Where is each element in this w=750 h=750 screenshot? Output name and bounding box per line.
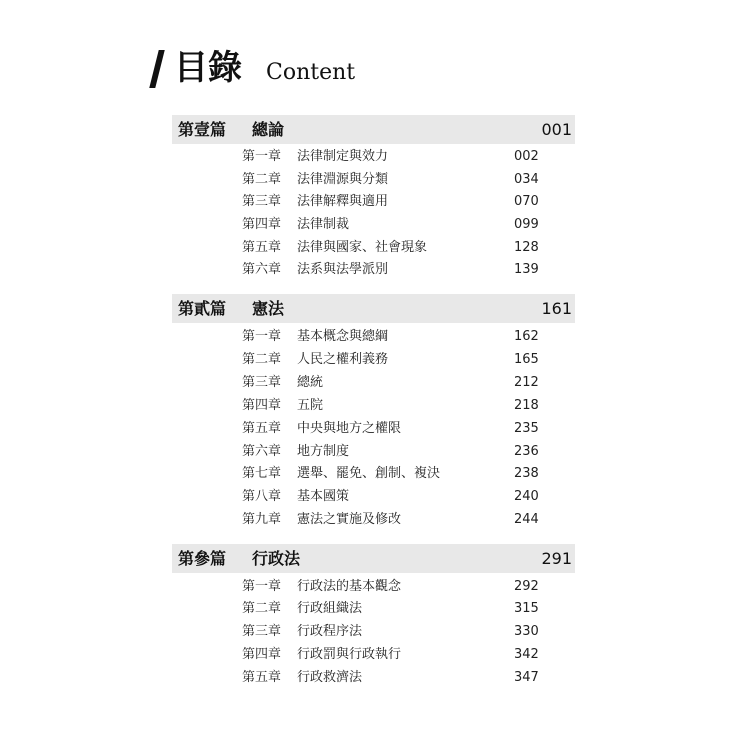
chapter-title: 法律淵源與分類 — [297, 172, 389, 187]
chapter-title: 行政救濟法 — [297, 670, 363, 685]
chapter-number: 第一章 — [242, 329, 282, 344]
part-page-number: 161 — [541, 299, 572, 318]
chapter-title: 法律制定與效力 — [297, 149, 389, 164]
chapter-number: 第九章 — [242, 512, 282, 527]
chapter-number: 第五章 — [242, 421, 282, 436]
part-name: 總論 — [252, 120, 285, 139]
chapter-page-number: 240 — [514, 489, 539, 504]
chapter-title: 中央與地方之權限 — [297, 421, 402, 436]
chapter-row[interactable] — [0, 598, 750, 620]
chapter-number: 第五章 — [242, 240, 282, 255]
part-page-number: 291 — [541, 549, 572, 568]
part-label: 第壹篇 — [178, 120, 227, 139]
chapter-title: 行政法的基本觀念 — [297, 579, 402, 594]
chapter-page-number: 212 — [514, 375, 539, 390]
chapter-row[interactable] — [0, 395, 750, 417]
part-label: 第貳篇 — [178, 299, 227, 318]
chapter-title: 人民之權利義務 — [297, 352, 389, 367]
chapter-number: 第五章 — [242, 670, 282, 685]
chapter-page-number: 099 — [514, 217, 539, 232]
chapter-number: 第一章 — [242, 579, 282, 594]
chapter-page-number: 128 — [514, 240, 539, 255]
chapter-title: 地方制度 — [297, 444, 350, 459]
chapter-number: 第二章 — [242, 352, 282, 367]
chapter-row[interactable] — [0, 372, 750, 394]
chapter-number: 第二章 — [242, 601, 282, 616]
chapter-row[interactable] — [0, 509, 750, 531]
chapter-number: 第八章 — [242, 489, 282, 504]
part-header-2[interactable] — [172, 294, 575, 323]
chapter-title: 憲法之實施及修改 — [297, 512, 402, 527]
chapter-page-number: 315 — [514, 601, 539, 616]
chapter-row[interactable] — [0, 169, 750, 191]
chapter-page-number: 165 — [514, 352, 539, 367]
chapter-number: 第六章 — [242, 262, 282, 277]
chapter-title: 基本國策 — [297, 489, 350, 504]
chapter-row[interactable] — [0, 463, 750, 485]
chapter-row[interactable] — [0, 621, 750, 643]
chapter-row[interactable] — [0, 259, 750, 281]
chapter-number: 第四章 — [242, 647, 282, 662]
chapter-page-number: 292 — [514, 579, 539, 594]
chapter-row[interactable] — [0, 644, 750, 666]
chapter-page-number: 034 — [514, 172, 539, 187]
chapter-title: 行政組織法 — [297, 601, 363, 616]
chapter-title: 總統 — [297, 375, 324, 390]
chapter-number: 第一章 — [242, 149, 282, 164]
chapter-title: 基本概念與總綱 — [297, 329, 389, 344]
chapter-page-number: 070 — [514, 194, 539, 209]
chapter-title: 法系與法學派別 — [297, 262, 389, 277]
chapter-row[interactable] — [0, 191, 750, 213]
part-name: 憲法 — [252, 299, 285, 318]
chapter-row[interactable] — [0, 237, 750, 259]
chapter-row[interactable] — [0, 576, 750, 598]
chapter-number: 第二章 — [242, 172, 282, 187]
chapter-row[interactable] — [0, 441, 750, 463]
chapter-row[interactable] — [0, 486, 750, 508]
chapter-title: 行政程序法 — [297, 624, 363, 639]
chapter-title: 法律與國家、社會現象 — [297, 240, 428, 255]
chapter-number: 第七章 — [242, 466, 282, 481]
part-page-number: 001 — [541, 120, 572, 139]
chapter-row[interactable] — [0, 418, 750, 440]
chapter-row[interactable] — [0, 667, 750, 689]
chapter-title: 五院 — [297, 398, 324, 413]
chapter-title: 選舉、罷免、創制、複決 — [297, 466, 441, 481]
part-header-1[interactable] — [172, 115, 575, 144]
part-label: 第參篇 — [178, 549, 227, 568]
chapter-page-number: 238 — [514, 466, 539, 481]
chapter-page-number: 218 — [514, 398, 539, 413]
chapter-page-number: 342 — [514, 647, 539, 662]
chapter-title: 法律制裁 — [297, 217, 350, 232]
chapter-page-number: 347 — [514, 670, 539, 685]
chapter-page-number: 002 — [514, 149, 539, 164]
page-title-en: Content — [266, 60, 356, 85]
chapter-row[interactable] — [0, 146, 750, 168]
part-header-3[interactable] — [172, 544, 575, 573]
chapter-number: 第三章 — [242, 375, 282, 390]
chapter-page-number: 330 — [514, 624, 539, 639]
chapter-number: 第三章 — [242, 194, 282, 209]
page-title-zh: 目錄 — [174, 48, 242, 88]
chapter-page-number: 244 — [514, 512, 539, 527]
chapter-title: 行政罰與行政執行 — [297, 647, 402, 662]
chapter-title: 法律解釋與適用 — [297, 194, 389, 209]
chapter-page-number: 162 — [514, 329, 539, 344]
chapter-number: 第三章 — [242, 624, 282, 639]
chapter-row[interactable] — [0, 349, 750, 371]
chapter-page-number: 139 — [514, 262, 539, 277]
part-name: 行政法 — [252, 549, 301, 568]
title-slash-mark — [149, 50, 164, 88]
chapter-number: 第四章 — [242, 398, 282, 413]
chapter-number: 第六章 — [242, 444, 282, 459]
chapter-row[interactable] — [0, 326, 750, 348]
chapter-number: 第四章 — [242, 217, 282, 232]
chapter-row[interactable] — [0, 214, 750, 236]
chapter-page-number: 235 — [514, 421, 539, 436]
chapter-page-number: 236 — [514, 444, 539, 459]
